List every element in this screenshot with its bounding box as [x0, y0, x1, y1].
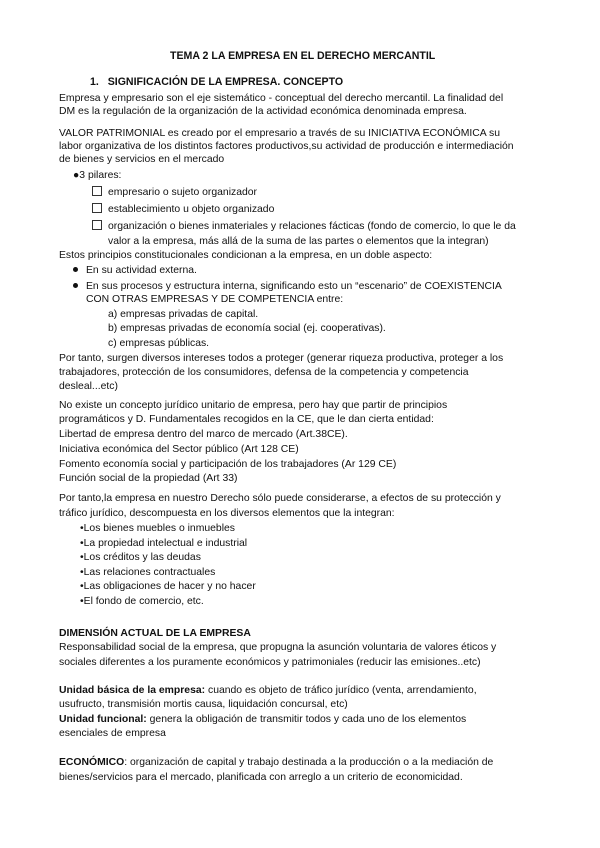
list-item: •Los créditos y las deudas: [80, 552, 201, 563]
checkbox-icon: [92, 220, 102, 230]
paragraph-line: de bienes y servicios en el mercado: [59, 154, 225, 165]
term-label: Unidad funcional:: [59, 714, 147, 725]
list-item: a) empresas privadas de capital.: [108, 309, 259, 320]
paragraph-line: sociales diferentes a los puramente económicos y patrimoniales (reducir las emisiones..etc): [59, 657, 481, 668]
list-item: •Las relaciones contractuales: [80, 567, 216, 578]
section-title: SIGNIFICACIÓN DE LA EMPRESA. CONCEPTO: [107, 76, 344, 88]
paragraph-line: VALOR PATRIMONIAL es creado por el empresario a través de su INICIATIVA ECONÓMICA su: [59, 128, 500, 139]
paragraph-line: labor organizativa de los distintos factores productivos,su actividad de producción e intermediación: [59, 141, 514, 152]
section-heading: DIMENSIÓN ACTUAL DE LA EMPRESA: [59, 628, 251, 639]
list-item: •La propiedad intelectual e industrial: [80, 538, 248, 549]
list-item: empresario o sujeto organizador: [92, 186, 257, 199]
paragraph-line: trabajadores, protección de los consumidores, defensa de la competencia y competencia: [59, 367, 469, 378]
article-line: Iniciativa económica del Sector público (Art 128 CE): [59, 444, 299, 455]
definition-line: Unidad funcional: genera la obligación de transmitir todos y cada uno de los elementos: [59, 714, 467, 725]
term-label: Unidad básica de la empresa:: [59, 685, 206, 696]
paragraph-line: Empresa y empresario son el eje sistemático - conceptual del derecho mercantil. La finalidad del: [59, 93, 504, 104]
list-item: •El fondo de comercio, etc.: [80, 596, 204, 607]
document-title: TEMA 2 LA EMPRESA EN EL DERECHO MERCANTIL: [170, 50, 436, 62]
definition-line: ECONÓMICO: organización de capital y trabajo destinada a la producción o a la mediación de: [59, 757, 494, 768]
list-item: •Los bienes muebles o inmuebles: [80, 523, 235, 534]
article-line: Función social de la propiedad (Art 33): [59, 473, 238, 484]
paragraph-line: Estos principios constitucionales condicionan a la empresa, en un doble aspecto:: [59, 250, 433, 261]
checkbox-icon: [92, 203, 102, 213]
bullet-item: En sus procesos y estructura interna, significando esto un “escenario” de COEXISTENCIA: [73, 280, 502, 293]
list-item: •Las obligaciones de hacer y no hacer: [80, 581, 256, 592]
list-item: organización o bienes inmateriales y relaciones fácticas (fondo de comercio, lo que le da: [92, 220, 516, 233]
checkbox-icon: [92, 186, 102, 196]
paragraph-line: Responsabilidad social de la empresa, que propugna la asunción voluntaria de valores éticos y: [59, 642, 497, 653]
paragraph-line: tráfico jurídico, descompuesta en los diversos elementos que la integran:: [59, 508, 395, 519]
list-item: c) empresas públicas.: [108, 338, 210, 349]
section-heading: [90, 76, 343, 89]
bullet-continuation: CON OTRAS EMPRESAS Y DE COMPETENCIA entre:: [86, 294, 344, 305]
bullet-item: En su actividad externa.: [73, 264, 197, 277]
pilares-label: ●3 pilares:: [73, 170, 122, 181]
list-item: b) empresas privadas de economía social (ej. cooperativas).: [108, 323, 386, 334]
bullet-icon: [73, 283, 78, 288]
list-item: establecimiento u objeto organizado: [92, 203, 274, 216]
article-line: Libertad de empresa dentro del marco de mercado (Art.38CE).: [59, 429, 348, 440]
definition-continuation: bienes/servicios para el mercado, planificada con arreglo a un criterio de economicidad.: [59, 772, 463, 783]
paragraph-line: DM es la regulación de la organización de la actividad económica denominada empresa.: [59, 106, 467, 117]
article-line: Fomento economía social y participación de los trabajadores (Ar 129 CE): [59, 459, 397, 470]
paragraph-line: programáticos y D. Fundamentales recogidos en la CE, que le dan cierta entidad:: [59, 414, 434, 425]
bullet-icon: [73, 267, 78, 272]
term-label: ECONÓMICO: [59, 757, 125, 768]
paragraph-line: No existe un concepto jurídico unitario de empresa, pero hay que partir de principios: [59, 400, 448, 411]
definition-continuation: esenciales de empresa: [59, 728, 166, 739]
paragraph-line: desleal...etc): [59, 381, 118, 392]
paragraph-line: Por tanto, surgen diversos intereses todos a proteger (generar riqueza productiva, proteger a los: [59, 353, 504, 364]
paragraph-line: Por tanto,la empresa en nuestro Derecho sólo puede considerarse, a efectos de su protección y: [59, 493, 501, 504]
section-number: 1.: [90, 76, 99, 88]
definition-line: Unidad básica de la empresa: cuando es objeto de tráfico jurídico (venta, arrendamiento,: [59, 685, 477, 696]
definition-continuation: usufructo, transmisión mortis causa, liquidación concursal, etc): [59, 699, 348, 710]
list-item-continuation: valor a la empresa, más allá de la suma de las partes o elementos que la integran): [108, 236, 489, 247]
